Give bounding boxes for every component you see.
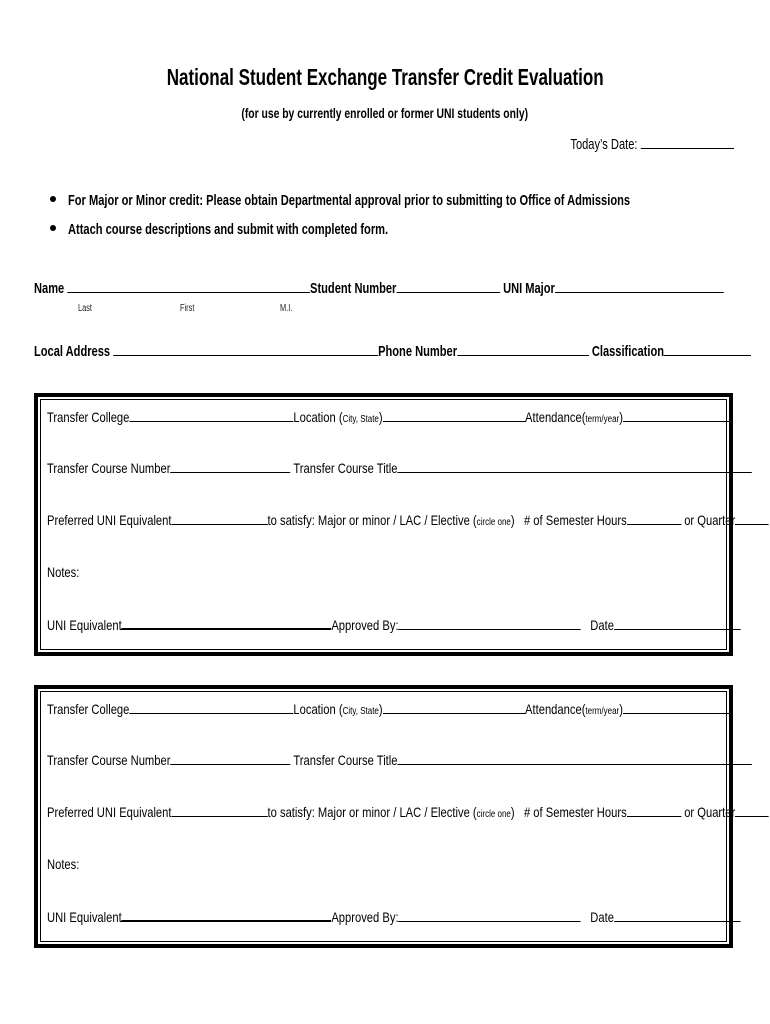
classification-field[interactable] <box>664 341 751 356</box>
notes-line: Notes: <box>47 856 80 872</box>
todays-date-field[interactable] <box>513 134 734 153</box>
preferred-uni-equivalent-field[interactable] <box>172 512 268 525</box>
transfer-college-field[interactable] <box>129 409 293 422</box>
transfer-course-number-field[interactable] <box>170 752 290 765</box>
transfer-course-title-field[interactable] <box>398 460 752 473</box>
transfer-college-line: Transfer College Location (City, State) Attendance(term/year) <box>47 701 770 717</box>
quarter-hours-field[interactable] <box>735 512 769 525</box>
semester-hours-field[interactable] <box>627 512 681 525</box>
semester-hours-field[interactable] <box>627 804 681 817</box>
student-info-row <box>34 278 770 297</box>
transfer-college-line: Transfer College Location (City, State) Attendance(term/year) <box>47 409 770 425</box>
uni-major-field[interactable] <box>555 278 724 293</box>
page-subtitle: (for use by currently enrolled or former UNI students only) <box>241 105 529 121</box>
transfer-college-field[interactable] <box>129 701 293 714</box>
name-first-hint: First <box>180 303 195 314</box>
attendance-field[interactable] <box>623 701 729 714</box>
student-number-field[interactable] <box>396 278 500 293</box>
approval-line: UNI Equivalent Approved By: Date <box>47 908 770 925</box>
phone-number-field[interactable] <box>457 341 589 356</box>
preferred-equivalent-line: Preferred UNI Equivalent to satisfy: Major or minor / LAC / Elective (circle one) # of Semester Hours or Quarter <box>47 512 770 528</box>
notes-line: Notes: <box>47 564 80 580</box>
course-evaluation-box-1 <box>34 393 736 656</box>
todays-date-line[interactable] <box>641 134 734 149</box>
transfer-course-line: Transfer Course Number Transfer Course Title <box>47 752 770 768</box>
phone-number-label: Phone Number <box>378 343 458 360</box>
location-field[interactable] <box>383 701 525 714</box>
approved-by-field[interactable] <box>399 617 581 630</box>
approval-line: UNI Equivalent Approved By: Date <box>47 616 770 633</box>
uni-major-label: UNI Major <box>503 280 555 297</box>
bullet-icon <box>50 225 56 231</box>
transfer-course-line: Transfer Course Number Transfer Course Title <box>47 460 770 476</box>
transfer-course-title-field[interactable] <box>398 752 752 765</box>
course-evaluation-box-2 <box>34 685 736 948</box>
instruction-item: For Major or Minor credit: Please obtain Departmental approval prior to submitting to Office of Admissions <box>50 192 770 209</box>
local-address-label: Local Address <box>34 343 111 360</box>
student-number-label: Student Number <box>310 280 397 297</box>
attendance-field[interactable] <box>623 409 729 422</box>
student-contact-row <box>34 341 770 360</box>
location-field[interactable] <box>383 409 525 422</box>
instruction-item: Attach course descriptions and submit with completed form. <box>50 221 501 238</box>
uni-equivalent-field[interactable] <box>122 616 332 630</box>
approval-date-field[interactable] <box>614 909 740 922</box>
quarter-hours-field[interactable] <box>735 804 769 817</box>
classification-label: Classification <box>591 343 665 360</box>
todays-date-label: Today’s Date: <box>570 136 638 153</box>
name-last-hint: Last <box>78 303 92 314</box>
local-address-field[interactable] <box>113 341 378 356</box>
approval-date-field[interactable] <box>614 617 740 630</box>
approved-by-field[interactable] <box>399 909 581 922</box>
preferred-uni-equivalent-field[interactable] <box>172 804 268 817</box>
name-mi-hint: M.I. <box>280 303 293 314</box>
name-label: Name <box>34 280 65 297</box>
preferred-equivalent-line: Preferred UNI Equivalent to satisfy: Major or minor / LAC / Elective (circle one) # of Semester Hours or Quarter <box>47 804 770 820</box>
transfer-course-number-field[interactable] <box>170 460 290 473</box>
name-field[interactable] <box>67 278 310 293</box>
page-title: National Student Exchange Transfer Credit Evaluation <box>166 64 604 90</box>
uni-equivalent-field[interactable] <box>122 908 332 922</box>
bullet-icon <box>50 196 56 202</box>
